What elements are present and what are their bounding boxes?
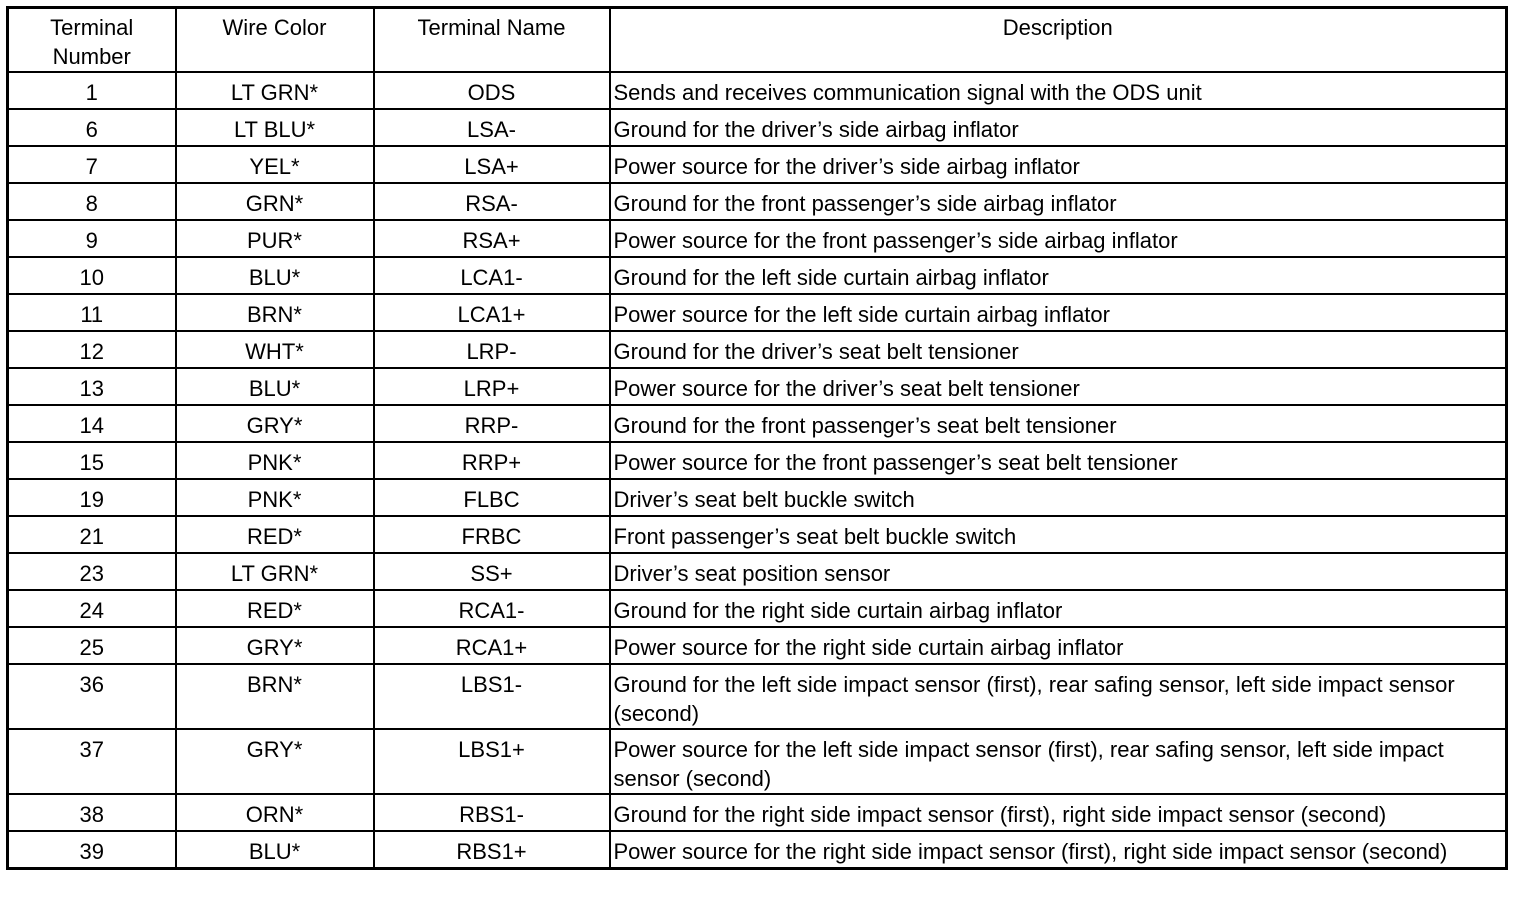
terminal-number-cell: 13 <box>8 368 176 405</box>
wire-color-cell: WHT* <box>176 331 374 368</box>
description-cell: Front passenger’s seat belt buckle switch <box>610 516 1507 553</box>
terminal-number-cell: 25 <box>8 627 176 664</box>
terminal-name-cell: LRP+ <box>374 368 610 405</box>
wire-color-cell: PNK* <box>176 442 374 479</box>
terminal-number-cell: 19 <box>8 479 176 516</box>
table-row <box>8 405 1507 442</box>
description-cell: Sends and receives communication signal with the ODS unit <box>610 72 1507 109</box>
wire-color-cell: BLU* <box>176 257 374 294</box>
header-terminal-number: Terminal Number <box>8 8 176 73</box>
wire-color-cell: BRN* <box>176 294 374 331</box>
terminal-name-cell: SS+ <box>374 553 610 590</box>
description-cell: Ground for the left side curtain airbag inflator <box>610 257 1507 294</box>
terminal-table <box>6 6 1508 870</box>
terminal-name-cell: RBS1+ <box>374 831 610 869</box>
terminal-number-cell: 7 <box>8 146 176 183</box>
terminal-name-cell: ODS <box>374 72 610 109</box>
table-row <box>8 72 1507 109</box>
table-row <box>8 516 1507 553</box>
terminal-name-cell: LCA1- <box>374 257 610 294</box>
terminal-name-cell: RRP- <box>374 405 610 442</box>
wire-color-cell: BRN* <box>176 664 374 729</box>
table-row <box>8 553 1507 590</box>
wire-color-cell: RED* <box>176 516 374 553</box>
table-row <box>8 183 1507 220</box>
description-cell: Ground for the right side curtain airbag inflator <box>610 590 1507 627</box>
table-row <box>8 794 1507 831</box>
description-cell: Ground for the driver’s side airbag inflator <box>610 109 1507 146</box>
table-row <box>8 664 1507 729</box>
terminal-name-cell: RBS1- <box>374 794 610 831</box>
terminal-number-cell: 37 <box>8 729 176 794</box>
wire-color-cell: PUR* <box>176 220 374 257</box>
terminal-number-cell: 1 <box>8 72 176 109</box>
description-cell: Power source for the left side impact sensor (first), rear safing sensor, left side impact sensor (second) <box>610 729 1507 794</box>
table-row <box>8 109 1507 146</box>
terminal-number-cell: 8 <box>8 183 176 220</box>
description-cell: Power source for the right side curtain airbag inflator <box>610 627 1507 664</box>
wire-color-cell: YEL* <box>176 146 374 183</box>
description-cell: Ground for the front passenger’s side airbag inflator <box>610 183 1507 220</box>
description-cell: Ground for the left side impact sensor (first), rear safing sensor, left side impact sensor (second) <box>610 664 1507 729</box>
table-body <box>8 72 1507 869</box>
table-row <box>8 220 1507 257</box>
wire-color-cell: RED* <box>176 590 374 627</box>
table-row <box>8 294 1507 331</box>
terminal-number-cell: 11 <box>8 294 176 331</box>
description-cell: Power source for the front passenger’s seat belt tensioner <box>610 442 1507 479</box>
table-row <box>8 146 1507 183</box>
table-row <box>8 627 1507 664</box>
wire-color-cell: BLU* <box>176 831 374 869</box>
terminal-number-cell: 38 <box>8 794 176 831</box>
description-cell: Ground for the right side impact sensor (first), right side impact sensor (second) <box>610 794 1507 831</box>
table-row <box>8 590 1507 627</box>
description-cell: Power source for the driver’s seat belt tensioner <box>610 368 1507 405</box>
terminal-name-cell: LSA+ <box>374 146 610 183</box>
wire-color-cell: GRN* <box>176 183 374 220</box>
wire-color-cell: LT BLU* <box>176 109 374 146</box>
description-cell: Driver’s seat position sensor <box>610 553 1507 590</box>
wire-color-cell: PNK* <box>176 479 374 516</box>
wire-color-cell: LT GRN* <box>176 72 374 109</box>
terminal-number-cell: 10 <box>8 257 176 294</box>
terminal-number-cell: 9 <box>8 220 176 257</box>
wire-color-cell: GRY* <box>176 627 374 664</box>
header-description: Description <box>610 8 1507 73</box>
terminal-number-cell: 23 <box>8 553 176 590</box>
wire-color-cell: LT GRN* <box>176 553 374 590</box>
table-row <box>8 831 1507 869</box>
description-cell: Power source for the front passenger’s side airbag inflator <box>610 220 1507 257</box>
table-row <box>8 442 1507 479</box>
wire-color-cell: BLU* <box>176 368 374 405</box>
terminal-name-cell: RRP+ <box>374 442 610 479</box>
description-cell: Power source for the left side curtain airbag inflator <box>610 294 1507 331</box>
table-row <box>8 479 1507 516</box>
terminal-name-cell: RCA1- <box>374 590 610 627</box>
description-cell: Ground for the front passenger’s seat belt tensioner <box>610 405 1507 442</box>
terminal-name-cell: LSA- <box>374 109 610 146</box>
wire-color-cell: ORN* <box>176 794 374 831</box>
terminal-name-cell: FRBC <box>374 516 610 553</box>
wire-color-cell: GRY* <box>176 729 374 794</box>
terminal-number-cell: 21 <box>8 516 176 553</box>
table-row <box>8 257 1507 294</box>
terminal-name-cell: FLBC <box>374 479 610 516</box>
terminal-name-cell: LRP- <box>374 331 610 368</box>
terminal-name-cell: LCA1+ <box>374 294 610 331</box>
terminal-name-cell: LBS1+ <box>374 729 610 794</box>
terminal-number-cell: 39 <box>8 831 176 869</box>
terminal-name-cell: RSA- <box>374 183 610 220</box>
table-row <box>8 331 1507 368</box>
terminal-number-cell: 36 <box>8 664 176 729</box>
terminal-number-cell: 24 <box>8 590 176 627</box>
description-cell: Ground for the driver’s seat belt tensioner <box>610 331 1507 368</box>
terminal-number-cell: 12 <box>8 331 176 368</box>
wire-color-cell: GRY* <box>176 405 374 442</box>
terminal-number-cell: 6 <box>8 109 176 146</box>
header-wire-color: Wire Color <box>176 8 374 73</box>
description-cell: Power source for the driver’s side airbag inflator <box>610 146 1507 183</box>
header-terminal-name: Terminal Name <box>374 8 610 73</box>
terminal-number-cell: 15 <box>8 442 176 479</box>
terminal-number-cell: 14 <box>8 405 176 442</box>
terminal-name-cell: RSA+ <box>374 220 610 257</box>
terminal-name-cell: RCA1+ <box>374 627 610 664</box>
terminal-name-cell: LBS1- <box>374 664 610 729</box>
table-row <box>8 368 1507 405</box>
header-row <box>8 8 1507 73</box>
table-row <box>8 729 1507 794</box>
description-cell: Power source for the right side impact sensor (first), right side impact sensor (second) <box>610 831 1507 869</box>
table-header <box>8 8 1507 73</box>
description-cell: Driver’s seat belt buckle switch <box>610 479 1507 516</box>
